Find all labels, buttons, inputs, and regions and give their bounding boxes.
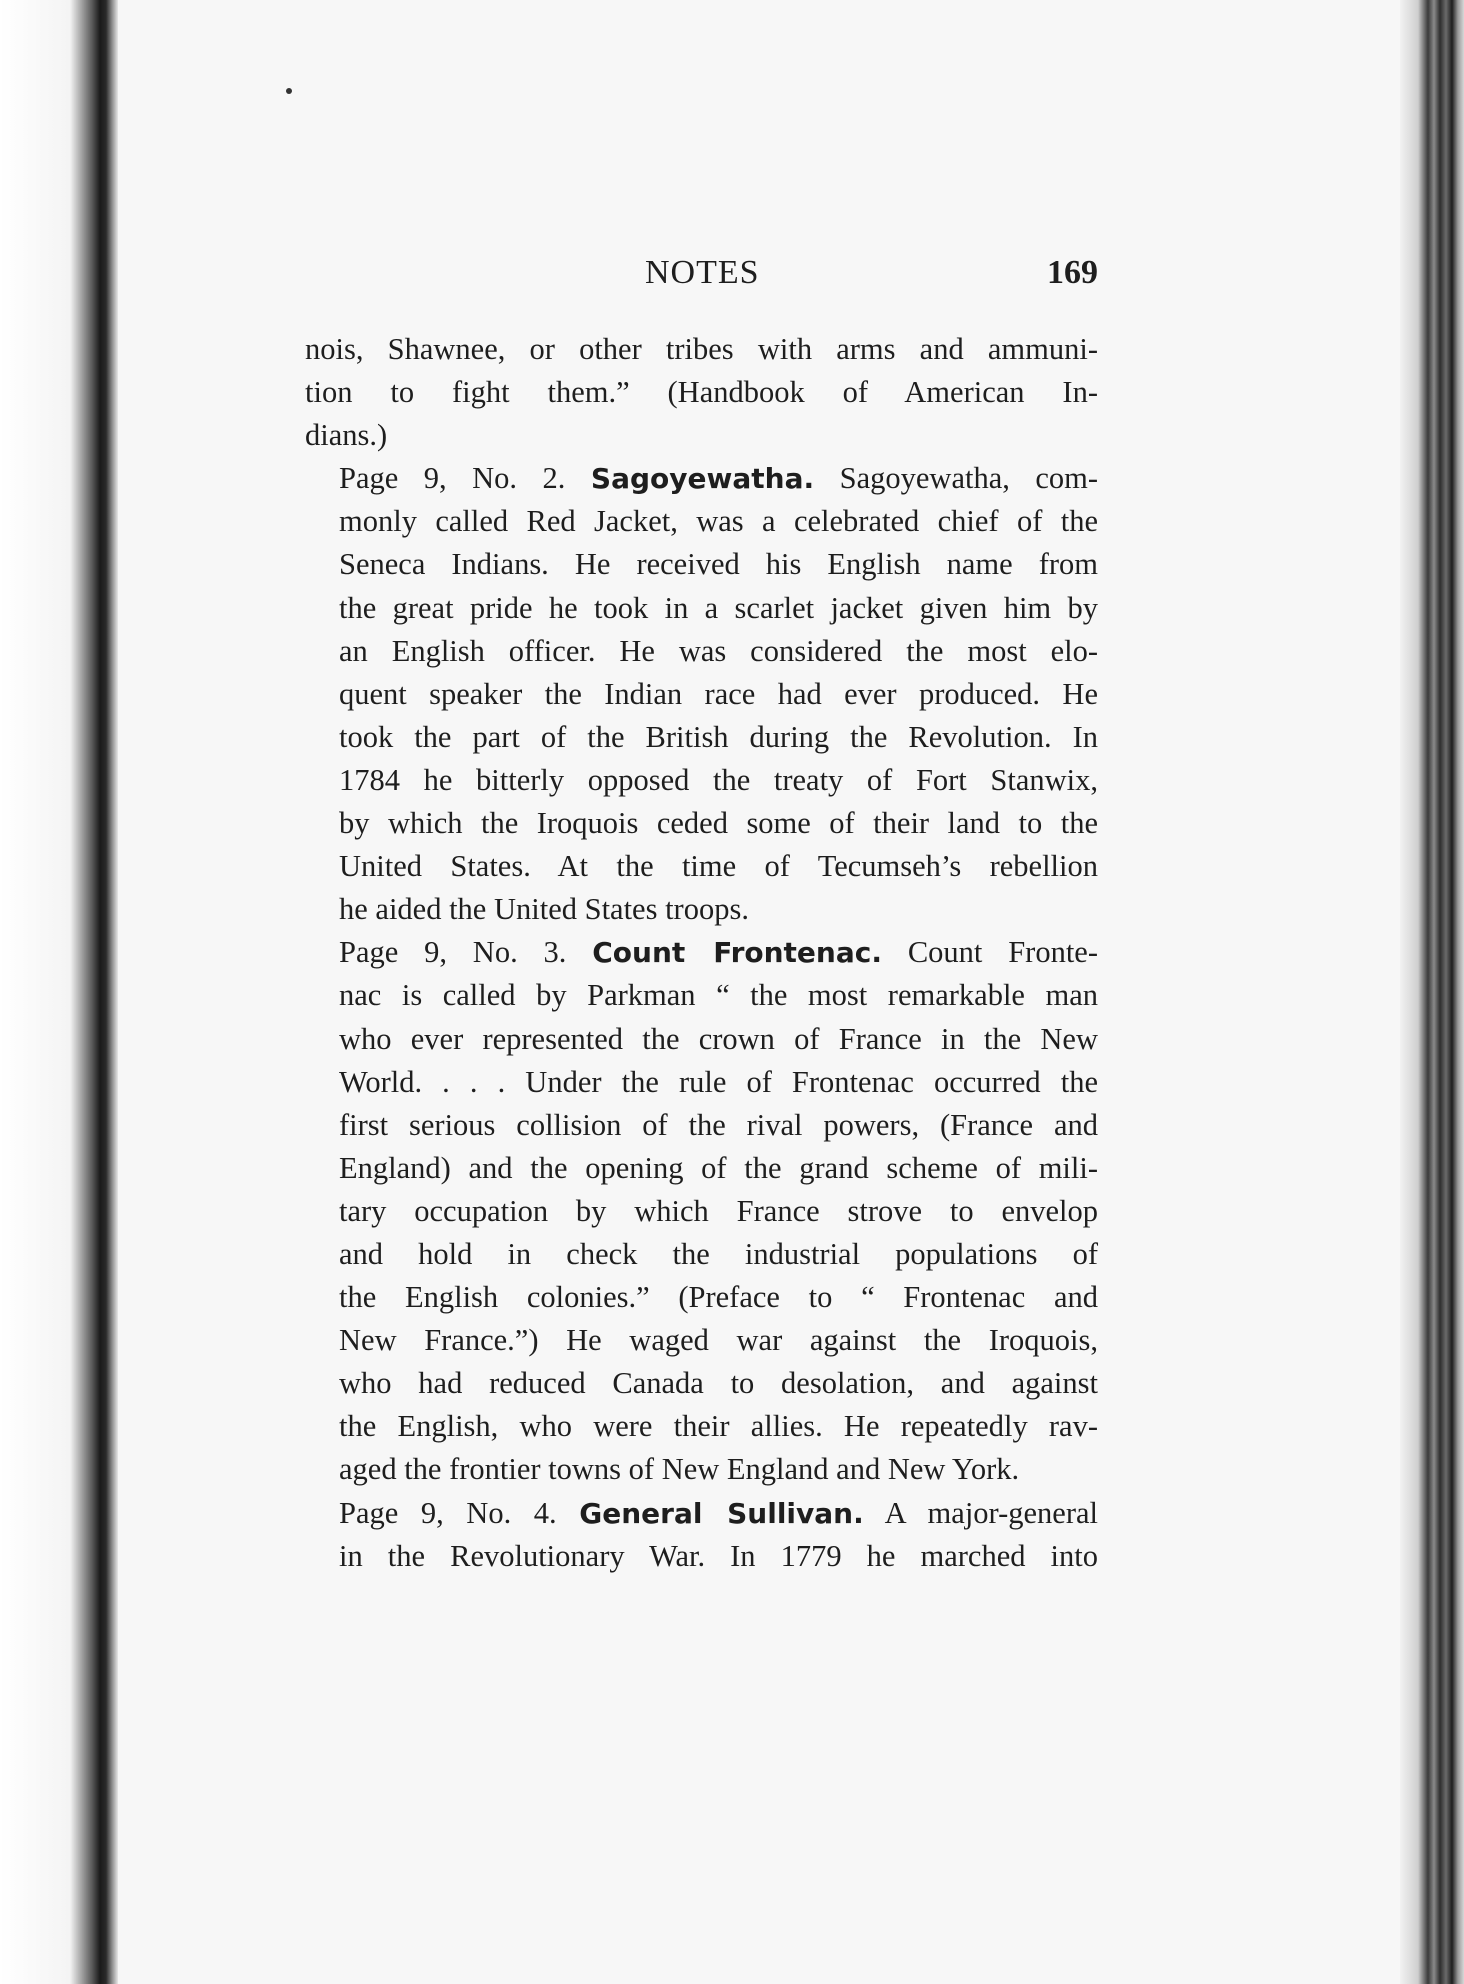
ink-speck (286, 88, 292, 94)
note-reference: Page 9, No. 4. (339, 1495, 557, 1530)
text-line: the English, who were their allies. He repeatedly rav- (339, 1409, 1098, 1444)
text-line: in the Revolutionary War. In 1779 he marched into (339, 1538, 1098, 1573)
text-line: World. . . . Under the rule of Frontenac occurred the (339, 1064, 1098, 1099)
text-line: quent speaker the Indian race had ever produced. He (339, 676, 1098, 711)
text-line: nois, Shawnee, or other tribes with arms and ammuni- (305, 332, 1098, 366)
note-first-line-text: Sagoyewatha, com- (839, 461, 1099, 496)
book-gutter-left (0, 0, 118, 1984)
note-heading: Sagoyewatha. (590, 462, 815, 496)
note-sagoyewatha (305, 457, 1098, 931)
note-sullivan (305, 1492, 1098, 1578)
text-line: aged the frontier towns of New England and New York. (339, 1452, 1020, 1487)
book-edge-right (1400, 0, 1464, 1984)
text-line: New France.”) He waged war against the Iroquois, (339, 1323, 1098, 1358)
note-first-line (305, 457, 1098, 500)
text-line: tion to fight them.” (Handbook of American In- (305, 375, 1098, 410)
note-first-line-text: Count Fronte- (907, 935, 1099, 970)
text-line: 1784 he bitterly opposed the treaty of Fort Stanwix, (339, 762, 1098, 797)
note-first-line-text: A major-general (884, 1495, 1098, 1530)
note-first-line (305, 931, 1098, 974)
text-line: who ever represented the crown of France in the New (339, 1021, 1098, 1056)
body-text (305, 328, 1098, 1578)
text-line: by which the Iroquois ceded some of their land to the (339, 806, 1098, 841)
running-title: NOTES (645, 254, 760, 291)
text-line: he aided the United States troops. (339, 892, 749, 927)
text-line: the great pride he took in a scarlet jacket given him by (339, 590, 1098, 625)
text-line: an English officer. He was considered the most elo- (339, 633, 1098, 668)
text-line: the English colonies.” (Preface to “ Frontenac and (339, 1280, 1098, 1315)
note-first-line (305, 1492, 1098, 1535)
text-line: tary occupation by which France strove to envelop (339, 1193, 1098, 1228)
text-line: who had reduced Canada to desolation, and against (339, 1366, 1098, 1401)
text-line: Seneca Indians. He received his English name from (339, 547, 1098, 582)
text-line: nac is called by Parkman “ the most remarkable man (339, 978, 1098, 1013)
text-line: United States. At the time of Tecumseh’s rebellion (339, 849, 1098, 884)
text-line: took the part of the British during the Revolution. In (339, 719, 1098, 754)
note-frontenac (305, 931, 1098, 1491)
text-line: monly called Red Jacket, was a celebrated chief of the (339, 504, 1098, 539)
running-head (305, 254, 1098, 298)
note-heading: Count Frontenac. (592, 936, 882, 970)
paragraph-continuation (305, 328, 1098, 457)
page-number: 169 (1047, 254, 1098, 291)
note-reference: Page 9, No. 2. (339, 461, 566, 496)
text-line: and hold in check the industrial populations of (339, 1236, 1098, 1271)
text-line: dians.) (305, 418, 388, 453)
text-line: first serious collision of the rival powers, (France and (339, 1107, 1098, 1142)
text-line: England) and the opening of the grand scheme of mili- (339, 1150, 1098, 1185)
note-reference: Page 9, No. 3. (339, 935, 567, 970)
note-heading: General Sullivan. (579, 1496, 864, 1530)
